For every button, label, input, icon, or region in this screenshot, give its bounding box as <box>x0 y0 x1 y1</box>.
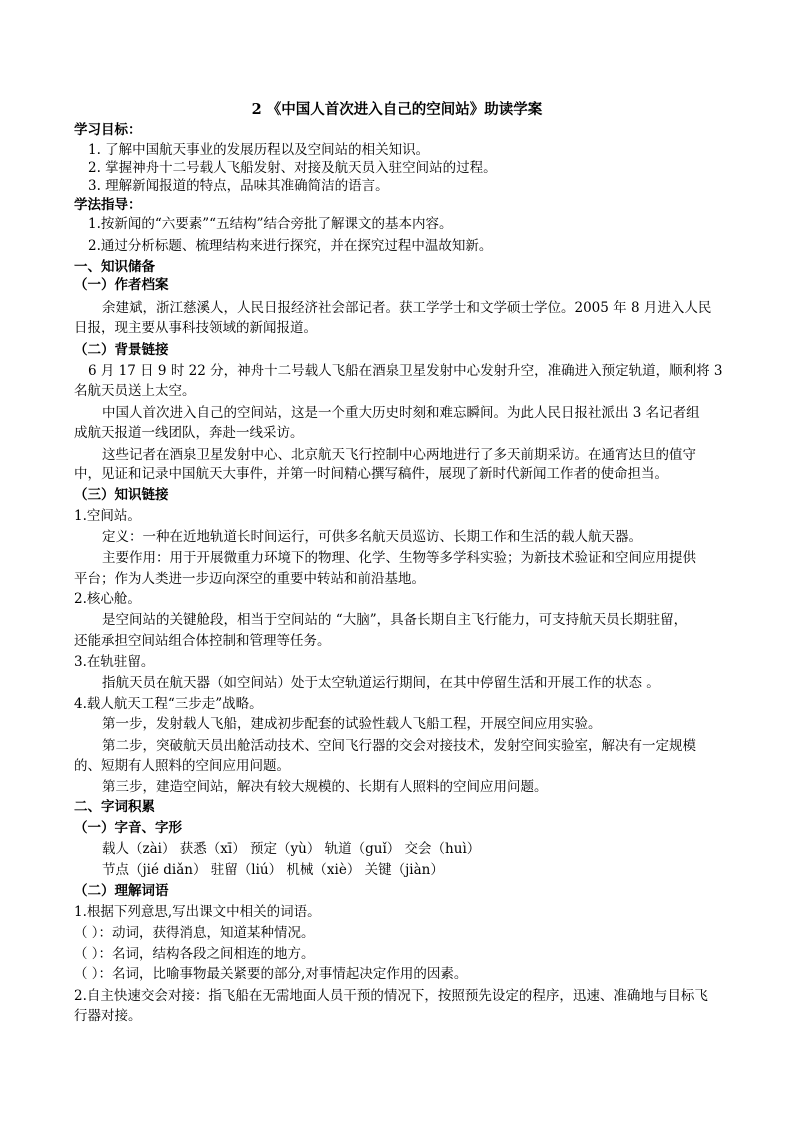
goal-item: 2. 掌握神舟十二号载人飞船发射、对接及航天员入驻空间站的过程。 <box>88 160 497 176</box>
section-heading: 一、知识储备 <box>74 259 155 275</box>
paragraph-line: 第一步，发射载人飞船，建成初步配套的试验性载人飞船工程，开展空间应用实验。 <box>102 716 602 732</box>
subsection-heading: （三）知识链接 <box>74 487 169 503</box>
fill-blank-line: （ ）：动词，获得消息，知道某种情况。 <box>74 925 315 941</box>
paragraph-line: 成航天报道一线团队，奔赴一线采访。 <box>74 425 304 441</box>
page-title: 2 《中国人首次进入自己的空间站》助读学案 <box>251 101 543 118</box>
paragraph-line: 4.载人航天工程“三步走”战略。 <box>74 696 263 712</box>
paragraph-line: 6 月 17 日 9 时 22 分，神舟十二号载人飞船在酒泉卫星发射中心发射升空，准确进入预定轨道，顺利将 3 <box>88 363 723 379</box>
method-item: 2.通过分析标题、梳理结构来进行探究，并在探究过程中温故知新。 <box>88 238 493 254</box>
goal-item: 1. 了解中国航天事业的发展历程以及空间站的相关知识。 <box>88 142 430 158</box>
paragraph-line: 第二步，突破航天员出舱活动技术、空间飞行器的交会对接技术，发射空间实验室，解决有一定规模 <box>102 738 696 754</box>
paragraph-line: 定义：一种在近地轨道长时间运行，可供多名航天员巡访、长期工作和生活的载人航天器。 <box>102 529 642 545</box>
method-heading: 学法指导： <box>74 197 142 213</box>
paragraph-line: 中国人首次进入自己的空间站，这是一个重大历史时刻和难忘瞬间。为此人民日报社派出 3 名记者组 <box>102 405 700 421</box>
paragraph-line: 1.空间站。 <box>74 508 141 524</box>
pinyin-row: 节点（jié diǎn） 驻留（liú） 机械（xiè） 关键（jiàn） <box>102 862 444 878</box>
paragraph-line: 平台；作为人类进一步迈向深空的重要中转站和前沿基地。 <box>74 571 425 587</box>
paragraph-line: 还能承担空间站组合体控制和管理等任务。 <box>74 633 331 649</box>
goal-item: 3. 理解新闻报道的特点，品味其准确简洁的语言。 <box>88 178 389 194</box>
paragraph-line: 日报，现主要从事科技领域的新闻报道。 <box>74 320 317 336</box>
subsection-heading: （二）背景链接 <box>74 342 169 358</box>
fill-blank-line: （ ）：名词，结构各段之间相连的地方。 <box>74 946 315 962</box>
paragraph-line: 主要作用：用于开展微重力环境下的物理、化学、生物等多学科实验；为新技术验证和空间应用提供 <box>102 550 696 566</box>
paragraph-line: 是空间站的关键舱段，相当于空间站的 “大脑”，具备长期自主飞行能力，可支持航天员长期驻留， <box>102 612 688 628</box>
fill-blank-line: （ ）：名词，比喻事物最关紧要的部分,对事情起决定作用的因素。 <box>74 966 468 982</box>
paragraph-line: 余建斌，浙江慈溪人，人民日报经济社会部记者。获工学学士和文学硕士学位。2005 年 8 月进入人民 <box>102 300 712 316</box>
paragraph-line: 中，见证和记录中国航天大事件，并第一时间精心撰写稿件，展现了新时代新闻工作者的使命担当。 <box>74 466 668 482</box>
paragraph-line: 这些记者在酒泉卫星发射中心、北京航天飞行控制中心两地进行了多天前期采访。在通宵达旦的值守 <box>102 447 696 463</box>
paragraph-line: 指航天员在航天器（如空间站）处于太空轨道运行期间，在其中停留生活和开展工作的状态 。 <box>102 675 660 691</box>
subsection-heading: （二）理解词语 <box>74 883 169 899</box>
paragraph-line: 的、短期有人照料的空间应用问题。 <box>74 758 290 774</box>
subsection-heading: （一）作者档案 <box>74 277 169 293</box>
paragraph-line: 名航天员送上太空。 <box>74 383 196 399</box>
subsection-heading: （一）字音、字形 <box>74 820 182 836</box>
paragraph-line: 第三步，建造空间站，解决有较大规模的、长期有人照料的空间应用问题。 <box>102 779 548 795</box>
paragraph-line: 3.在轨驻留。 <box>74 654 155 670</box>
pinyin-row: 载人（zài） 获悉（xī） 预定（yù） 轨道（guǐ） 交会（huì） <box>102 841 481 857</box>
goals-heading: 学习目标： <box>74 122 142 138</box>
section-heading: 二、字词积累 <box>74 799 155 815</box>
paragraph-line: 1.根据下列意思,写出课文中相关的词语。 <box>74 904 321 920</box>
paragraph-line: 2.自主快速交会对接：指飞船在无需地面人员干预的情况下，按照预先设定的程序，迅速、准确地与目标飞 <box>74 988 708 1004</box>
paragraph-line: 行器对接。 <box>74 1008 142 1024</box>
paragraph-line: 2.核心舱。 <box>74 591 141 607</box>
method-item: 1.按新闻的“六要素”“五结构”结合旁批了解课文的基本内容。 <box>88 216 453 232</box>
